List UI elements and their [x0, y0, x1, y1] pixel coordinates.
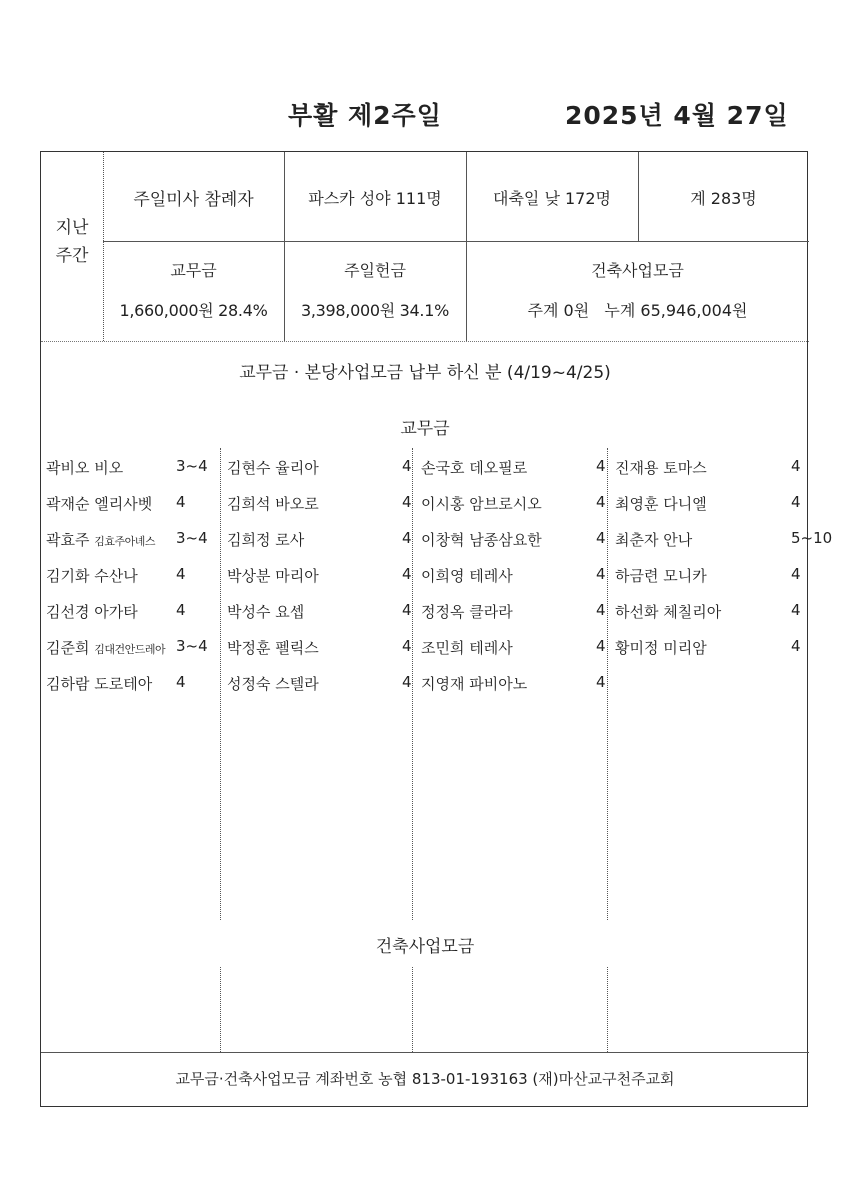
- contributor-row: [615, 529, 833, 565]
- attendance-total: 계 283명: [690, 189, 757, 208]
- contributor-row: [227, 673, 412, 709]
- divider: [41, 341, 809, 342]
- contributor-row: [421, 493, 606, 529]
- contributor-count: 4: [402, 673, 412, 691]
- contributor-row: [227, 493, 412, 529]
- contributor-name-text: 곽효주: [46, 531, 95, 549]
- contributor-name-text: 성정숙 스텔라: [227, 675, 319, 693]
- page-header: [0, 96, 848, 136]
- contributor-count: 4: [596, 673, 606, 691]
- contributor-row: [615, 601, 805, 637]
- dues-label: 교무금: [170, 261, 217, 280]
- footer-divider: [41, 1052, 809, 1053]
- contributor-name-text: 김현수 율리아: [227, 459, 319, 477]
- contributor-name-text: 하금련 모니카: [615, 567, 707, 585]
- contributor-count: 5~10: [791, 529, 833, 547]
- contributor-name: [227, 457, 319, 478]
- building-value: 주계 0원 누계 65,946,004원: [527, 301, 748, 320]
- contributor-name: [615, 601, 721, 622]
- contributor-name-text: 박정훈 펠릭스: [227, 639, 319, 657]
- contributor-row: [421, 529, 606, 565]
- contributor-column-3: [421, 457, 606, 709]
- contributor-name: [421, 673, 527, 694]
- contributor-name-text: 하선화 체칠리아: [615, 603, 722, 621]
- contributor-count: 4: [402, 637, 412, 655]
- building-heading: 건축사업모금: [375, 937, 475, 957]
- column-divider: [220, 448, 221, 920]
- contributor-row: [46, 493, 216, 529]
- contributor-row: [227, 565, 412, 601]
- contributor-name-text: 황미정 미리암: [615, 639, 707, 657]
- contributor-row: [46, 673, 216, 709]
- contributor-name-text: 곽비오 비오: [46, 459, 124, 477]
- contributor-name: [421, 457, 527, 478]
- contributor-column-4: [615, 457, 833, 673]
- contributor-name: [421, 493, 542, 514]
- side-label-line-2: 주간: [55, 246, 89, 266]
- contributor-row: [46, 637, 216, 673]
- contributor-count: 4: [402, 565, 412, 583]
- contributor-count: 4: [402, 493, 412, 511]
- contributor-name: [421, 565, 513, 586]
- offering-label: 주일헌금: [344, 261, 406, 280]
- contributor-name-text: 지영재 파비아노: [421, 675, 528, 693]
- column-divider: [412, 448, 413, 920]
- contributor-name: [46, 601, 138, 622]
- contributor-count: 4: [596, 457, 606, 475]
- contributor-name: [615, 529, 692, 550]
- contributor-column-1: [46, 457, 216, 709]
- contributor-row: [615, 565, 805, 601]
- contributor-count: 4: [176, 601, 186, 619]
- contributor-name: [227, 673, 319, 694]
- column-divider: [607, 448, 608, 920]
- attendance-label: 주일미사 참례자: [133, 190, 254, 210]
- contributor-row: [421, 457, 606, 493]
- contributor-row: [615, 637, 805, 673]
- bulletin-table: [40, 151, 833, 1107]
- contributor-name-text: 손국호 데오필로: [421, 459, 528, 477]
- contributor-name-text: 김선경 아가타: [46, 603, 138, 621]
- contributor-row: [227, 637, 412, 673]
- contributor-row: [227, 457, 412, 493]
- column-divider: [607, 967, 608, 1052]
- contributor-name-text: 김하람 도로테아: [46, 675, 153, 693]
- contributor-count: 4: [596, 637, 606, 655]
- contributor-row: [421, 565, 606, 601]
- contributor-name: [227, 493, 319, 514]
- page-title: 부활 제2주일: [288, 101, 442, 130]
- contributor-name: [227, 637, 319, 658]
- dues-heading: 교무금: [400, 419, 450, 439]
- contributor-name: [615, 457, 707, 478]
- contributor-name: [46, 637, 165, 658]
- side-label: [41, 214, 103, 270]
- contributor-name-text: 곽재순 엘리사벳: [46, 495, 153, 513]
- contributor-name-text: 정정옥 클라라: [421, 603, 513, 621]
- contributor-name-text: 최영훈 다니엘: [615, 495, 707, 513]
- contributor-count: 4: [596, 529, 606, 547]
- contributor-baptismal-name: 김대건안드레아: [94, 643, 166, 656]
- contributor-name-text: 김기화 수산나: [46, 567, 138, 585]
- contributor-name-text: 김희정 로사: [227, 531, 305, 549]
- divider: [103, 241, 809, 242]
- page-date: 2025년 4월 27일: [565, 101, 789, 130]
- contributor-baptismal-name: 김효주아녜스: [94, 535, 156, 548]
- contributor-count: 4: [176, 565, 186, 583]
- building-label: 건축사업모금: [591, 261, 684, 280]
- attendance-feast-day: 대축일 낮 172명: [493, 189, 611, 208]
- contributor-name: [421, 529, 542, 550]
- contributor-name-text: 조민희 테레사: [421, 639, 513, 657]
- contributor-name-text: 이희영 테레사: [421, 567, 513, 585]
- contributor-count: 3~4: [176, 637, 208, 655]
- contributor-row: [421, 673, 606, 709]
- contributor-count: 4: [791, 493, 801, 511]
- contributor-count: 4: [596, 601, 606, 619]
- account-info: 교무금·건축사업모금 계좌번호 농협 813-01-193163 (재)마산교구천주교회: [175, 1070, 675, 1088]
- contributor-name: [227, 601, 304, 622]
- contributor-name-text: 김준희: [46, 639, 95, 657]
- contributor-row: [46, 529, 216, 565]
- contributor-name: [615, 493, 707, 514]
- contributor-count: 4: [176, 493, 186, 511]
- column-divider: [220, 967, 221, 1052]
- contributor-row: [615, 493, 805, 529]
- contributor-name: [615, 565, 707, 586]
- contributor-row: [46, 601, 216, 637]
- contributor-name: [227, 529, 304, 550]
- contributor-name-text: 진재용 토마스: [615, 459, 707, 477]
- contributor-count: 4: [402, 457, 412, 475]
- dues-value: 1,660,000원 28.4%: [119, 301, 268, 320]
- contributor-row: [421, 601, 606, 637]
- column-divider: [412, 967, 413, 1052]
- contributor-row: [421, 637, 606, 673]
- contributor-name: [227, 565, 319, 586]
- contributor-name-text: 박성수 요셉: [227, 603, 305, 621]
- contributor-name: [46, 493, 152, 514]
- contributor-name: [46, 673, 152, 694]
- contributor-row: [46, 457, 216, 493]
- contributor-count: 4: [596, 565, 606, 583]
- contributor-column-2: [227, 457, 412, 709]
- contributor-count: 4: [596, 493, 606, 511]
- contributor-count: 4: [176, 673, 186, 691]
- contributor-name: [46, 565, 138, 586]
- contributor-name: [615, 637, 707, 658]
- side-label-line-1: 지난: [55, 218, 89, 238]
- offering-value: 3,398,000원 34.1%: [301, 301, 449, 320]
- contributor-count: 4: [791, 601, 801, 619]
- contributor-name-text: 이창혁 남종삼요한: [421, 531, 542, 549]
- contributor-name: [46, 457, 123, 478]
- contributor-count: 3~4: [176, 457, 208, 475]
- contributor-count: 4: [402, 529, 412, 547]
- contributor-name-text: 이시홍 암브로시오: [421, 495, 542, 513]
- contributor-row: [46, 565, 216, 601]
- contributor-row: [227, 529, 412, 565]
- contributor-name-text: 최춘자 안나: [615, 531, 693, 549]
- contributor-name-text: 김희석 바오로: [227, 495, 319, 513]
- contributor-count: 4: [791, 565, 801, 583]
- contributors-title: 교무금 · 본당사업모금 납부 하신 분 (4/19~4/25): [239, 363, 611, 383]
- contributor-count: 4: [402, 601, 412, 619]
- contributor-name: [421, 601, 513, 622]
- contributor-name-text: 박상분 마리아: [227, 567, 319, 585]
- contributor-row: [615, 457, 805, 493]
- contributor-count: 4: [791, 457, 801, 475]
- attendance-easter-vigil: 파스카 성야 111명: [308, 189, 442, 208]
- contributor-name: [421, 637, 513, 658]
- contributor-name: [46, 529, 155, 550]
- contributor-row: [227, 601, 412, 637]
- contributor-count: 3~4: [176, 529, 208, 547]
- contributor-count: 4: [791, 637, 801, 655]
